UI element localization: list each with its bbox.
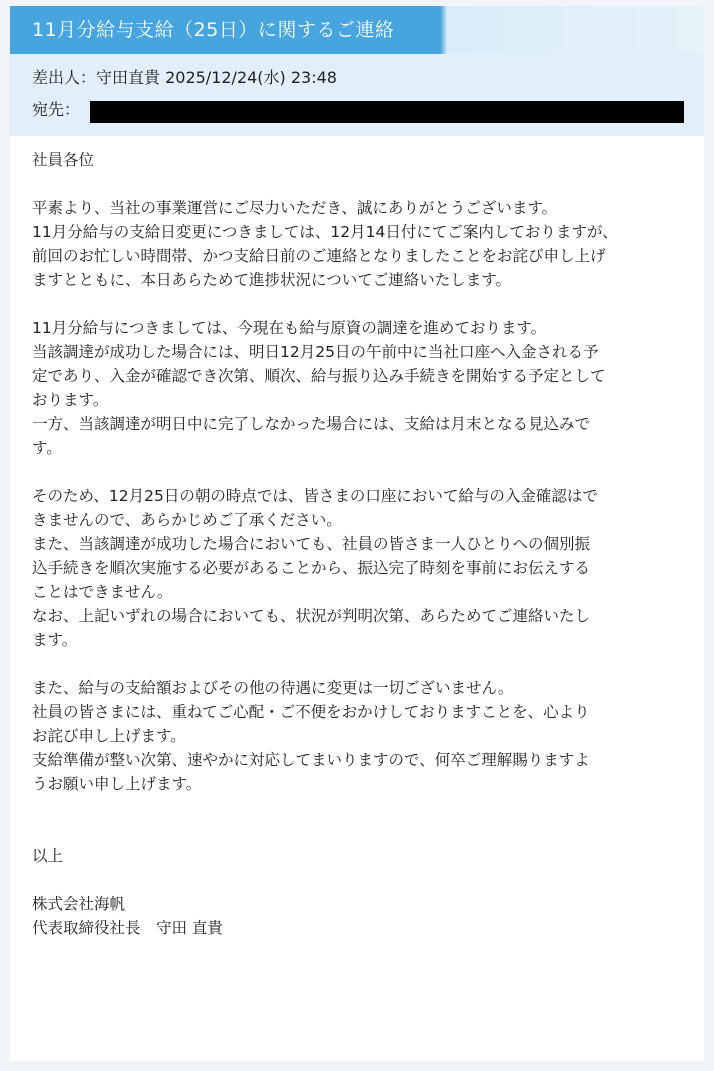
paragraph-2-line: 一方、当該調達が明日中に完了しなかった場合には、支給は月末となる見込みで <box>32 415 591 433</box>
greeting: 社員各位 <box>32 151 95 169</box>
signer-name: 代表取締役社長 守田 直貴 <box>32 919 223 937</box>
paragraph-3-line: きませんので、あらかじめご了承ください。 <box>32 511 342 529</box>
paragraph-1-line: 前回のお忙しい時間帯、かつ支給日前のご連絡となりましたことをお詫び申し上げ <box>32 247 606 265</box>
paragraph-4-line: うお願い申し上げます。 <box>32 775 202 793</box>
paragraph-3-line: なお、上記いずれの場合においても、状況が判明次第、あらためてご連絡いたし <box>32 607 591 625</box>
paragraph-1-line: ますとともに、本日あらためて進捗状況についてご連絡いたします。 <box>32 271 511 289</box>
paragraph-2-line: 11月分給与につきましては、今現在も給与原資の調達を進めております。 <box>32 319 547 337</box>
recipient-redaction <box>90 101 684 123</box>
paragraph-3-line: ます。 <box>32 631 78 649</box>
company-name: 株式会社海帆 <box>32 895 126 913</box>
paragraph-4-line: お詫び申し上げます。 <box>32 727 186 745</box>
paragraph-4-line: また、給与の支給額およびその他の待遇に変更は一切ございません。 <box>32 679 514 697</box>
paragraph-1-line: 平素より、当社の事業運営にご尽力いただき、誠にありがとうございます。 <box>32 199 558 217</box>
paragraph-3-line: そのため、12月25日の朝の時点では、皆さまの口座において給与の入金確認はで <box>32 487 598 505</box>
paragraph-4-line: 支給準備が整い次第、速やかに対応してまいりますので、何卒ご理解賜りますよ <box>32 751 590 769</box>
closing: 以上 <box>32 847 64 865</box>
email-title-bar <box>10 6 704 54</box>
paragraph-2-line: 定であり、入金が確認でき次第、順次、給与振り込み手続きを開始する予定として <box>32 367 606 385</box>
paragraph-3-line: ことはできません。 <box>32 583 173 601</box>
paragraph-4-line: 社員の皆さまには、重ねてご心配・ご不便をおかけしておりますことを、心より <box>32 703 590 721</box>
sender-line: 差出人：守田直貴 2025/12/24(水) 23:48 <box>32 68 337 87</box>
email-subject: 11月分給与支給（25日）に関するご連絡 <box>32 19 395 41</box>
email-content <box>32 148 692 940</box>
recipient-label: 宛先： <box>32 100 81 119</box>
paragraph-2-line: おります。 <box>32 391 109 409</box>
paragraph-3-line: また、当該調達が成功した場合においても、社員の皆さま一人ひとりへの個別振 <box>32 535 591 553</box>
email-meta <box>10 54 704 136</box>
paragraph-2-line: す。 <box>32 439 62 457</box>
paragraph-1-line: 11月分給与の支給日変更につきましては、12月14日付にてご案内しておりますが、 <box>32 223 618 241</box>
email-body <box>10 136 704 1061</box>
paragraph-3-line: 込手続きを順次実施する必要があることから、振込完了時刻を事前にお伝えする <box>32 559 591 577</box>
paragraph-2-line: 当該調達が成功した場合には、明日12月25日の午前中に当社口座へ入金される予 <box>32 343 599 361</box>
